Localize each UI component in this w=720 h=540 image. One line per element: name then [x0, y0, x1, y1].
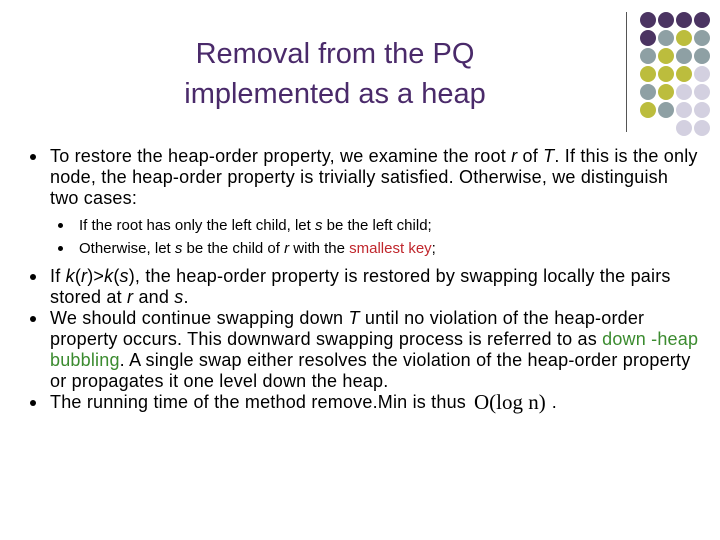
bullet-dot	[30, 400, 36, 406]
decorative-dot	[640, 48, 656, 64]
decorative-dot	[640, 66, 656, 82]
decorative-dot	[694, 120, 710, 136]
decorative-dot	[640, 84, 656, 100]
bullet-dot	[30, 316, 36, 322]
decorative-dot	[658, 30, 674, 46]
decorative-dot	[658, 102, 674, 118]
decorative-dot	[640, 12, 656, 28]
bullet-running-time: The running time of the method remove.Min is thus O(log n) .	[20, 392, 700, 413]
title-line-2: implemented as a heap	[184, 78, 486, 110]
decorative-dot	[676, 66, 692, 82]
decorative-dot	[658, 48, 674, 64]
decorative-dot	[694, 84, 710, 100]
decorative-dot-grid	[0, 0, 720, 160]
decorative-dot	[658, 66, 674, 82]
bullet-dot	[30, 154, 36, 160]
decorative-dot	[676, 120, 692, 136]
sub-bullet-smallest-child: Otherwise, let s be the child of r with the smallest key;	[20, 237, 700, 260]
decorative-dot	[676, 12, 692, 28]
bullet-dot	[30, 274, 36, 280]
bullet-restore-heap-order: To restore the heap-order property, we examine the root r of T. If this is the only node, the heap-order property is trivially satisfied. Otherwise, we distinguish two cases:	[20, 146, 700, 209]
decorative-dot	[640, 102, 656, 118]
decorative-dot	[658, 12, 674, 28]
sub-bullet-dot	[58, 246, 63, 251]
sub-bullet-list	[20, 214, 700, 260]
highlight-down-heap-bubbling: down -heap bubbling	[50, 329, 699, 370]
decorative-dot	[694, 102, 710, 118]
decorative-dot	[658, 84, 674, 100]
sub-bullet-left-child: If the root has only the left child, let s be the left child;	[20, 214, 700, 237]
bullet-list	[20, 146, 700, 413]
bullet-down-heap-bubbling: We should continue swapping down T until no violation of the heap-order property occurs. This downward swapping process is referred to as down -heap bubbling. A single swap either resolves the violation of the heap-order property or propagates it one level down the heap.	[20, 308, 700, 392]
decorative-dot	[676, 30, 692, 46]
bullet-swap-condition: If k(r)>k(s), the heap-order property is restored by swapping locally the pairs stored at r and s.	[20, 266, 700, 308]
decorative-dot	[694, 48, 710, 64]
big-o-formula: O(log n)	[474, 390, 546, 414]
title-line-1: Removal from the PQ	[195, 38, 475, 70]
decorative-dot	[640, 30, 656, 46]
decorative-dot	[676, 48, 692, 64]
decorative-dot	[694, 66, 710, 82]
decorative-dot	[694, 30, 710, 46]
decorative-dot	[676, 102, 692, 118]
decorative-dot	[676, 84, 692, 100]
decorative-dot	[694, 12, 710, 28]
highlight-smallest-key: smallest key	[349, 240, 432, 257]
sub-bullet-dot	[58, 223, 63, 228]
